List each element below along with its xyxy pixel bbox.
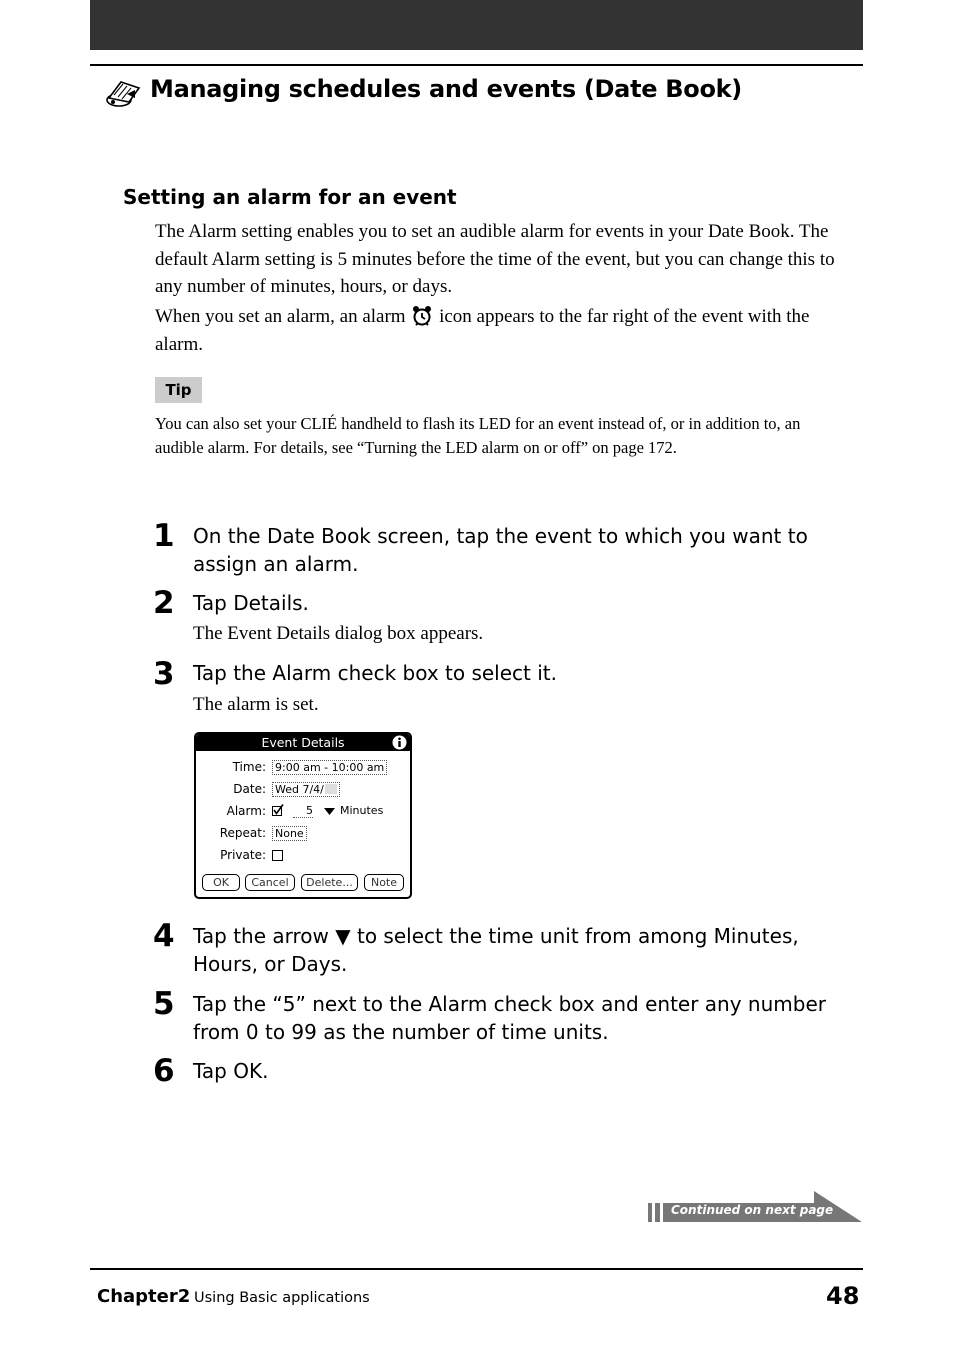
section-title: Setting an alarm for an event — [123, 185, 457, 209]
alarm-paragraph-before: When you set an alarm, an alarm — [155, 306, 406, 327]
footer-chapter: Chapter2 — [97, 1286, 191, 1307]
page-title: Managing schedules and events (Date Book) — [150, 75, 742, 103]
footer-subtitle: Using Basic applications — [194, 1290, 370, 1306]
dialog-title: Event Details — [261, 735, 345, 750]
tip-text: You can also set your CLIÉ handheld to flash its LED for an event instead of, or in addition to, an audible alarm. For details, see “Turning the LED alarm on or off” on page 172. — [155, 414, 801, 457]
alarm-paragraph-after: icon appears to the far right of the event with the alarm. — [155, 306, 810, 355]
step-result: The alarm is set. — [193, 694, 319, 715]
top-banner — [90, 0, 863, 50]
step-text: Tap the “5” next to the Alarm check box and enter any number from 0 to 99 as the number of time units. — [193, 992, 826, 1044]
alarm-label: Alarm: — [226, 804, 266, 818]
dialog-title-bar — [196, 734, 410, 751]
header-rule — [90, 64, 863, 66]
alarm-checkbox[interactable] — [272, 804, 284, 816]
ok-button[interactable]: OK — [202, 874, 240, 891]
step-number: 4 — [153, 918, 175, 954]
cancel-button[interactable]: Cancel — [245, 874, 295, 891]
step-text: On the Date Book screen, tap the event to which you want to assign an alarm. — [193, 524, 808, 576]
date-value: Wed 7/4/ — [275, 783, 324, 796]
step-number: 6 — [153, 1053, 175, 1089]
intro-paragraph: The Alarm setting enables you to set an audible alarm for events in your Date Book. The default Alarm setting is 5 minutes before the time of the event, but you can change this to any number of minutes, hours, or days. — [155, 221, 835, 297]
alarm-unit-dropdown-arrow-icon[interactable] — [324, 808, 335, 815]
alarm-amount-field[interactable]: 5 — [293, 804, 313, 818]
step-number: 1 — [153, 518, 175, 554]
step-number: 5 — [153, 986, 175, 1022]
date-label: Date: — [233, 782, 266, 796]
repeat-label: Repeat: — [219, 826, 266, 840]
info-icon[interactable] — [392, 735, 407, 750]
date-book-icon — [105, 78, 143, 108]
tip-badge: Tip — [155, 377, 202, 403]
alarm-clock-icon — [412, 305, 432, 327]
alarm-paragraph — [155, 303, 855, 358]
time-field[interactable]: 9:00 am - 10:00 am — [272, 760, 387, 775]
step-result: The Event Details dialog box appears. — [193, 623, 484, 644]
continued-label: Continued on next page — [671, 1203, 834, 1217]
note-button[interactable]: Note — [364, 874, 404, 891]
event-details-dialog — [194, 732, 412, 899]
repeat-field[interactable]: None — [272, 826, 307, 841]
page-number: 48 — [826, 1282, 860, 1310]
step-text: Tap OK. — [193, 1059, 269, 1083]
date-field[interactable] — [272, 782, 340, 797]
step-text: Tap Details. — [193, 591, 309, 615]
private-label: Private: — [220, 848, 266, 862]
time-label: Time: — [232, 760, 266, 774]
step-number: 2 — [153, 585, 175, 621]
delete-button[interactable]: Delete... — [301, 874, 358, 891]
private-checkbox[interactable] — [272, 850, 283, 861]
alarm-unit[interactable]: Minutes — [340, 804, 384, 817]
step-text: Tap the arrow ▼ to select the time unit from among Minutes, Hours, or Days. — [193, 924, 799, 976]
footer-rule — [90, 1268, 863, 1270]
step-text: Tap the Alarm check box to select it. — [193, 661, 557, 685]
step-number: 3 — [153, 656, 175, 692]
